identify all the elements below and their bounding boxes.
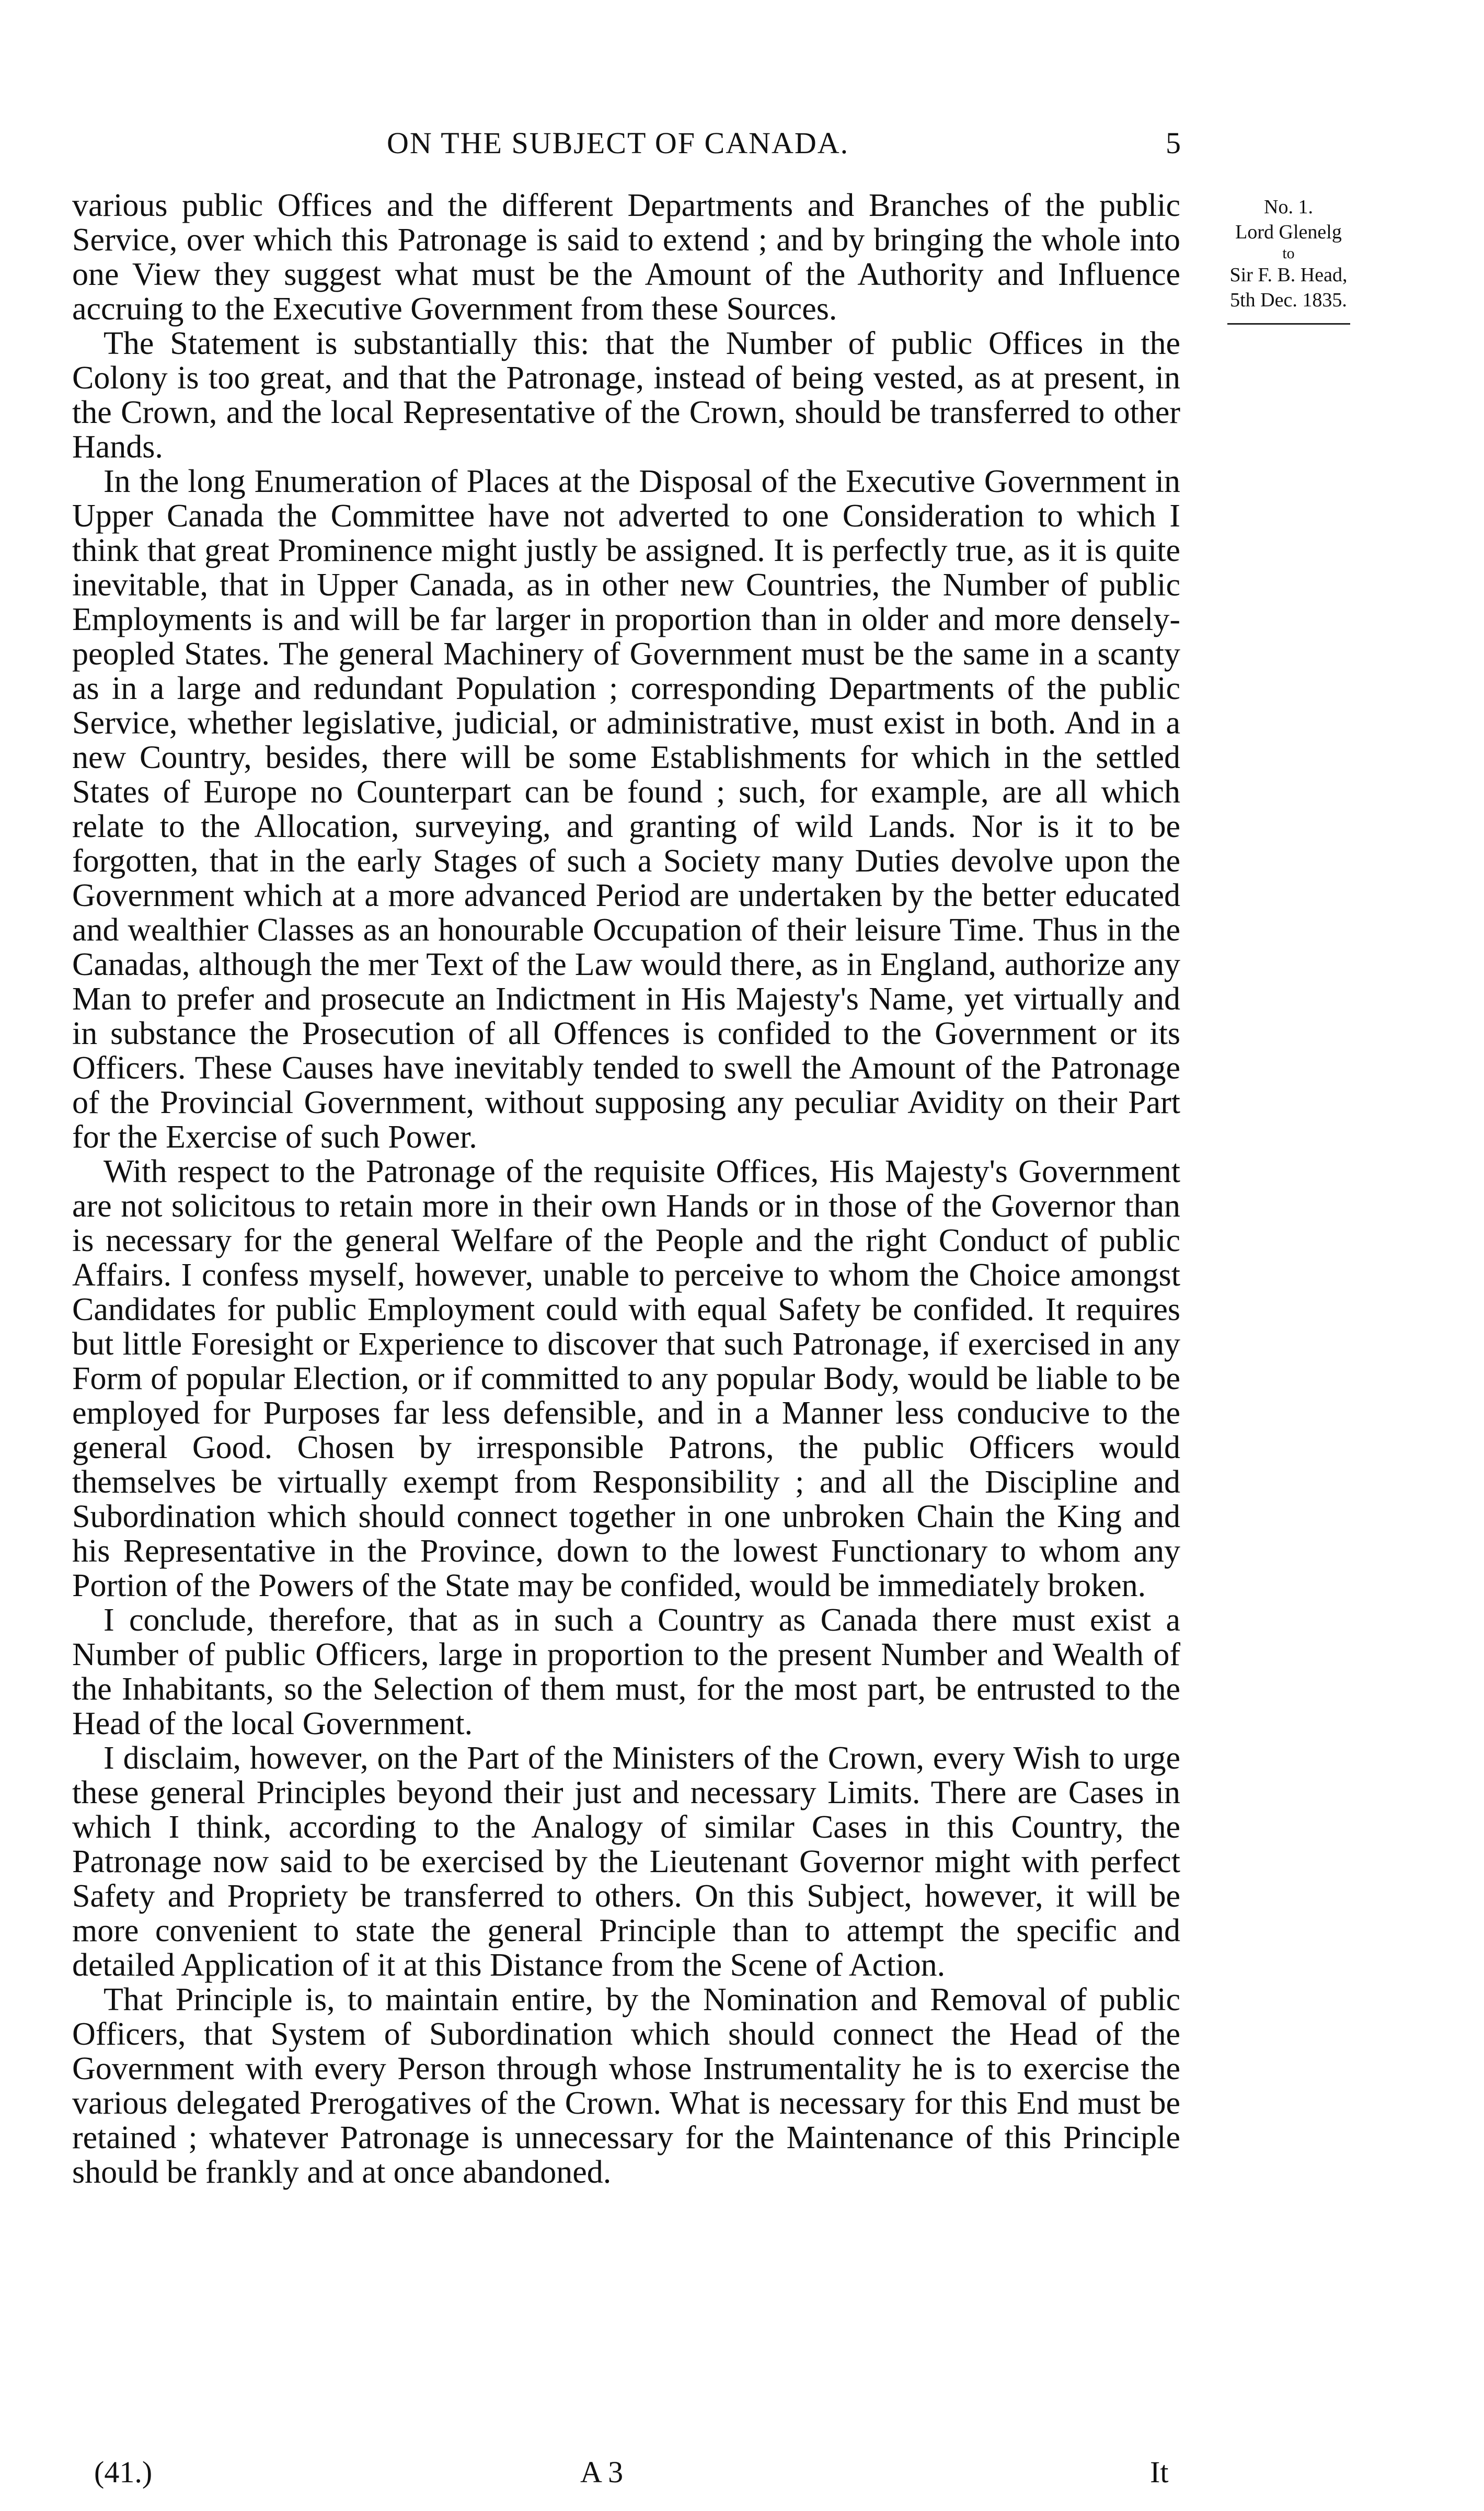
margin-note-recipient: Sir F. B. Head, (1229, 264, 1348, 286)
paragraph: In the long Enumeration of Places at the Disposal of the Executive Government in Upper Canada the Committee have not adverted to one Consideration to which I think that great Prominence might justly be assigned. It is perfectly true, as it is quite inevitable, that in Upper Canada, as in other new Countries, the Number of public Employments is and will be far larger in proportion than in older and more densely-peopled States. The general Machinery of Government must be the same in a scanty as in a large and redundant Population ; corresponding Departments of the public Service, whether legislative, judicial, or administrative, must exist in both. And in a new Country, besides, there will be some Establishments for which in the settled States of Europe no Counterpart can be found ; such, for example, are all which relate to the Allocation, surveying, and granting of wild Lands. Nor is it to be forgotten, that in the early Stages of such a Society many Duties devolve upon the Government which at a more advanced Period are undertaken by the better educated and wealthier Classes as an honourable Occupation of their leisure Time. Thus in the Canadas, although the mer Text of the Law would there, as in England, authorize any Man to prefer and prosecute an Indictment in His Majesty's Name, yet virtually and in substance the Prosecution of all Offences is confided to the Government or its Officers. These Causes have inevitably tended to swell the Amount of the Patronage of the Provincial Government, without supposing any peculiar Avidity on their Part for the Exercise of such Power. (72, 464, 1180, 1155)
footer-catchword: It (1150, 2455, 1169, 2489)
paragraph: That Principle is, to maintain entire, by the Nomination and Removal of public Officers, that System of Subordination which should connect the Head of the Government with every Person through whose Instrumentality he is to exercise the various delegated Prerogatives of the Crown. What is necessary for this End must be retained ; whatever Patronage is unnecessary for the Maintenance of this Principle should be frankly and at once abandoned. (72, 1982, 1180, 2190)
margin-note-to: to (1282, 245, 1295, 262)
margin-note-sender: Lord Glenelg (1235, 221, 1342, 243)
paragraph: The Statement is substantially this: that the Number of public Offices in the Colony is too great, and that the Patronage, instead of being vested, as at present, in the Crown, and the local Representative of the Crown, should be transferred to other Hands. (72, 326, 1180, 465)
page-title: ON THE SUBJECT OF CANADA. (387, 126, 849, 160)
page-footer (0, 2455, 1484, 2496)
footer-signature-mark: A 3 (580, 2455, 624, 2489)
paragraph: I disclaim, however, on the Part of the Ministers of the Crown, every Wish to urge these general Principles beyond their just and necessary Limits. There are Cases in which I think, according to the Analogy of similar Cases in this Country, the Patronage now said to be exercised by the Lieutenant Governor might with perfect Safety and Propriety be transferred to others. On this Subject, however, it will be more convenient to state the general Principle than to attempt the specific and detailed Application of it at this Distance from the Scene of Action. (72, 1740, 1180, 1983)
margin-note-date: 5th Dec. 1835. (1230, 289, 1347, 311)
paragraph: With respect to the Patronage of the requisite Offices, His Majesty's Government are not solicitous to retain more in their own Hands or in those of the Governor than is necessary for the general Welfare of the People and the right Conduct of public Affairs. I confess myself, however, unable to perceive to whom the Choice amongst Candidates for public Employment could with equal Safety be confided. It requires but little Foresight or Experience to discover that such Patronage, if exercised in any Form of popular Election, or if committed to any popular Body, would be liable to be employed for Purposes far less defensible, and in a Manner less conducive to the general Good. Chosen by irresponsible Patrons, the public Officers would themselves be virtually exempt from Responsibility ; and all the Discipline and Subordination which should connect together in one unbroken Chain the King and his Representative in the Province, down to the lowest Functionary to whom any Portion of the Powers of the State may be confided, would be immediately broken. (72, 1154, 1180, 1603)
body-text (72, 188, 1180, 2189)
margin-note-rule (1227, 323, 1350, 325)
footer-document-number: (41.) (94, 2455, 153, 2489)
margin-note-number: No. 1. (1264, 196, 1313, 218)
paragraph: various public Offices and the different Departments and Branches of the public Service, over which this Patronage is said to extend ; and by bringing the whole into one View they suggest what must be the Amount of the Authority and Influence accruing to the Executive Government from these Sources. (72, 188, 1180, 327)
margin-note (1184, 194, 1393, 325)
page-number: 5 (1166, 126, 1181, 160)
running-head (0, 125, 1484, 167)
paragraph: I conclude, therefore, that as in such a Country as Canada there must exist a Number of public Officers, large in proportion to the present Number and Wealth of the Inhabitants, so the Selection of them must, for the most part, be entrusted to the Head of the local Government. (72, 1602, 1180, 1741)
